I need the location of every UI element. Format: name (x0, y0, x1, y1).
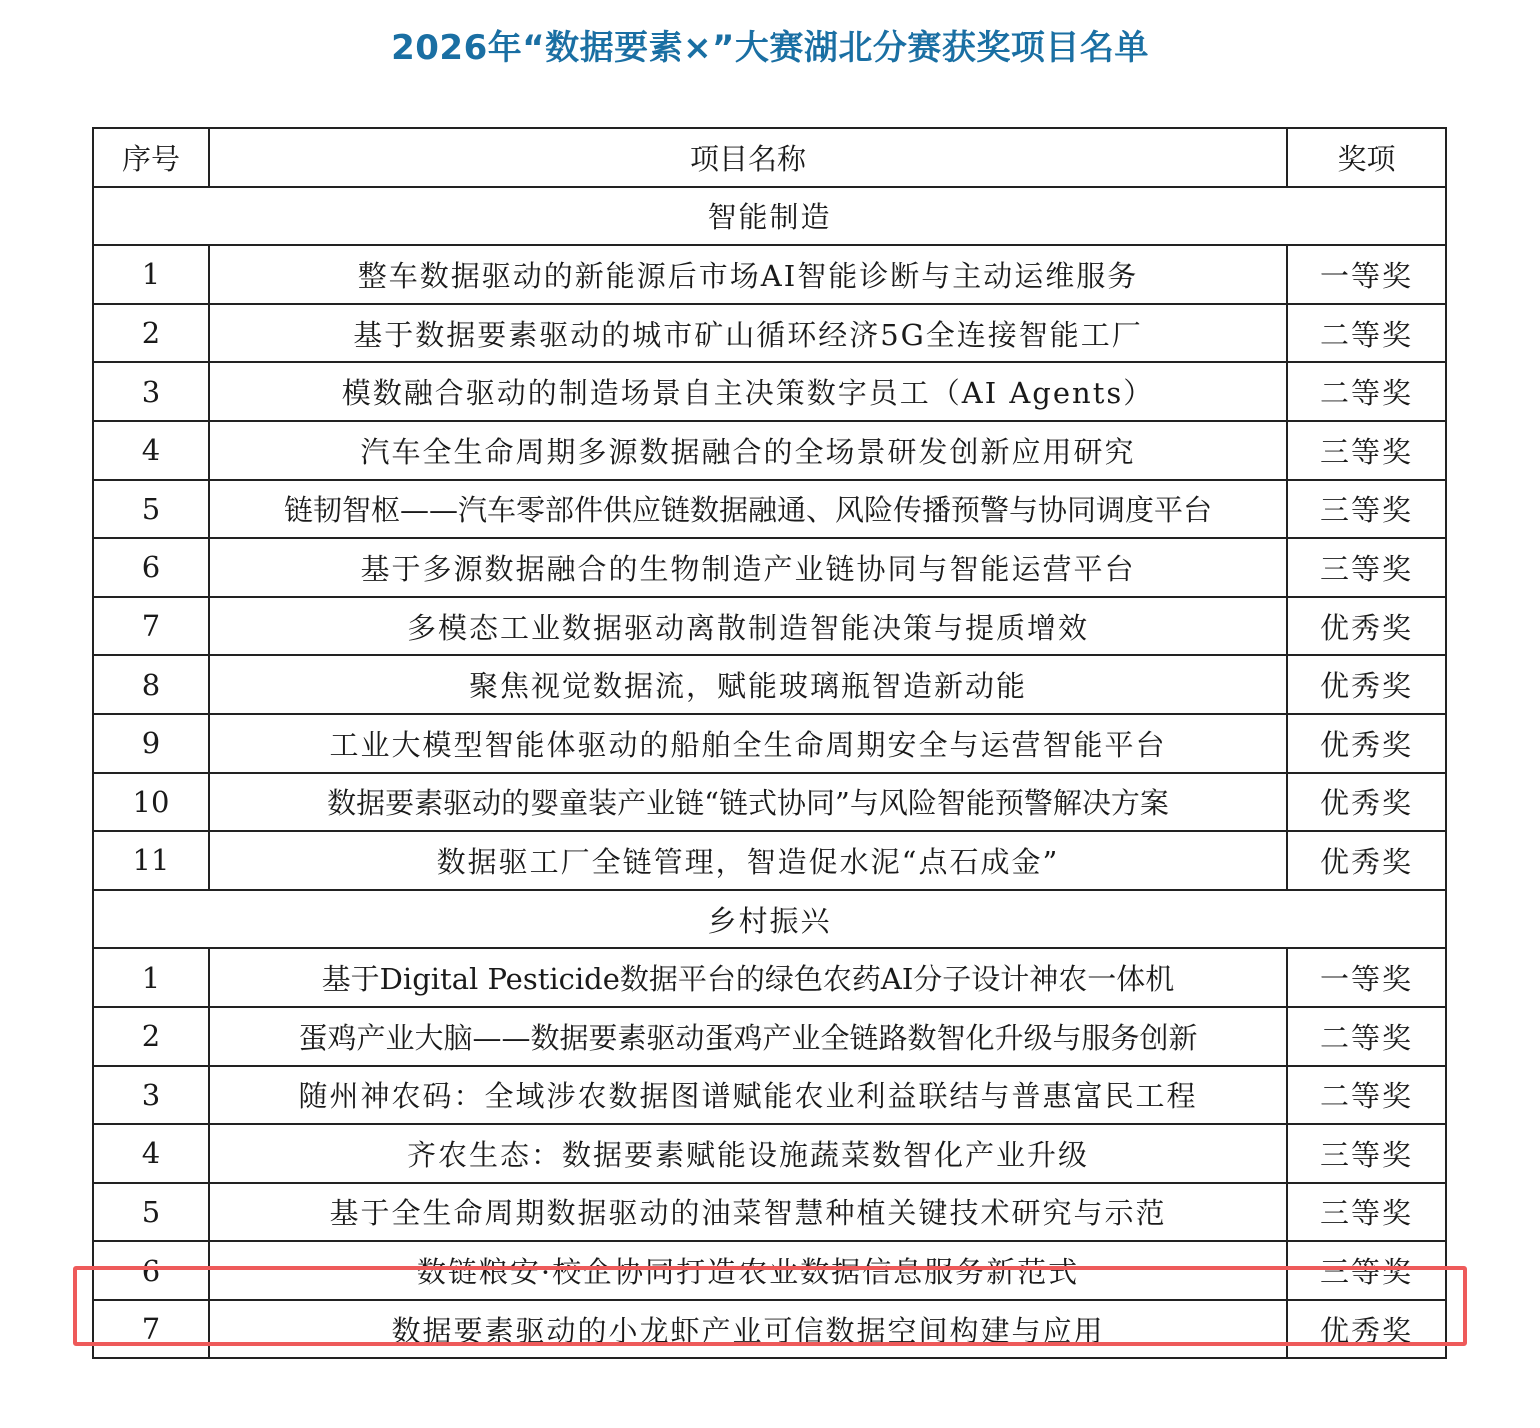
category-row (93, 890, 1446, 949)
row-name: 基于Digital Pesticide数据平台的绿色农药AI分子设计神农一体机 (209, 948, 1287, 1007)
row-no: 3 (93, 362, 209, 421)
row-name: 多模态工业数据驱动离散制造智能决策与提质增效 (209, 597, 1287, 656)
table-row (93, 245, 1446, 304)
table-row (93, 1183, 1446, 1242)
row-award: 优秀奖 (1287, 655, 1446, 714)
table-row (93, 1300, 1446, 1359)
row-name: 模数融合驱动的制造场景自主决策数字员工（AI Agents） (209, 362, 1287, 421)
row-no: 7 (93, 1300, 209, 1359)
table-row (93, 480, 1446, 539)
row-no: 9 (93, 714, 209, 773)
row-no: 3 (93, 1066, 209, 1125)
row-award: 二等奖 (1287, 1007, 1446, 1066)
row-no: 10 (93, 773, 209, 832)
row-name: 工业大模型智能体驱动的船舶全生命周期安全与运营智能平台 (209, 714, 1287, 773)
row-name: 基于数据要素驱动的城市矿山循环经济5G全连接智能工厂 (209, 304, 1287, 363)
table-header-row (93, 128, 1446, 187)
row-award: 三等奖 (1287, 421, 1446, 480)
category-row (93, 187, 1446, 246)
table-row (93, 1066, 1446, 1125)
row-name: 蛋鸡产业大脑——数据要素驱动蛋鸡产业全链路数智化升级与服务创新 (209, 1007, 1287, 1066)
row-name: 基于多源数据融合的生物制造产业链协同与智能运营平台 (209, 538, 1287, 597)
row-award: 三等奖 (1287, 1183, 1446, 1242)
row-award: 优秀奖 (1287, 714, 1446, 773)
page-title: 2026年“数据要素×”大赛湖北分赛获奖项目名单 (391, 28, 1149, 68)
header-award: 奖项 (1287, 128, 1446, 187)
table-row (93, 304, 1446, 363)
row-award: 三等奖 (1287, 1241, 1446, 1300)
row-name: 整车数据驱动的新能源后市场AI智能诊断与主动运维服务 (209, 245, 1287, 304)
row-award: 二等奖 (1287, 1066, 1446, 1125)
row-name: 齐农生态：数据要素赋能设施蔬菜数智化产业升级 (209, 1124, 1287, 1183)
table-row (93, 655, 1446, 714)
table-row (93, 421, 1446, 480)
row-name: 聚焦视觉数据流，赋能玻璃瓶智造新动能 (209, 655, 1287, 714)
row-no: 2 (93, 1007, 209, 1066)
category-label: 智能制造 (93, 187, 1446, 246)
table-row (93, 1007, 1446, 1066)
row-award: 三等奖 (1287, 538, 1446, 597)
row-award: 一等奖 (1287, 245, 1446, 304)
table-row (93, 597, 1446, 656)
row-no: 11 (93, 831, 209, 890)
row-no: 1 (93, 948, 209, 1007)
row-award: 优秀奖 (1287, 773, 1446, 832)
row-name: 链韧智枢——汽车零部件供应链数据融通、风险传播预警与协同调度平台 (209, 480, 1287, 539)
header-name: 项目名称 (209, 128, 1287, 187)
table-row (93, 714, 1446, 773)
table-row (93, 948, 1446, 1007)
category-label: 乡村振兴 (93, 890, 1446, 949)
row-no: 7 (93, 597, 209, 656)
table-row (93, 1124, 1446, 1183)
row-award: 三等奖 (1287, 1124, 1446, 1183)
row-award: 二等奖 (1287, 304, 1446, 363)
row-award: 优秀奖 (1287, 1300, 1446, 1359)
row-name: 数链粮安·校企协同打造农业数据信息服务新范式 (209, 1241, 1287, 1300)
row-no: 5 (93, 1183, 209, 1242)
row-no: 4 (93, 1124, 209, 1183)
table-row (93, 831, 1446, 890)
row-no: 1 (93, 245, 209, 304)
row-award: 优秀奖 (1287, 831, 1446, 890)
row-award: 三等奖 (1287, 480, 1446, 539)
row-no: 2 (93, 304, 209, 363)
table-row (93, 773, 1446, 832)
row-award: 优秀奖 (1287, 597, 1446, 656)
table-row (93, 362, 1446, 421)
row-name: 数据驱工厂全链管理，智造促水泥“点石成金” (209, 831, 1287, 890)
row-no: 6 (93, 538, 209, 597)
table-row (93, 538, 1446, 597)
row-name: 随州神农码：全域涉农数据图谱赋能农业利益联结与普惠富民工程 (209, 1066, 1287, 1125)
row-name: 基于全生命周期数据驱动的油菜智慧种植关键技术研究与示范 (209, 1183, 1287, 1242)
row-name: 数据要素驱动的婴童装产业链“链式协同”与风险智能预警解决方案 (209, 773, 1287, 832)
row-no: 5 (93, 480, 209, 539)
row-no: 4 (93, 421, 209, 480)
row-name: 汽车全生命周期多源数据融合的全场景研发创新应用研究 (209, 421, 1287, 480)
row-no: 8 (93, 655, 209, 714)
row-award: 一等奖 (1287, 948, 1446, 1007)
row-name: 数据要素驱动的小龙虾产业可信数据空间构建与应用 (209, 1300, 1287, 1359)
row-no: 6 (93, 1241, 209, 1300)
awards-table (92, 127, 1447, 1359)
row-award: 二等奖 (1287, 362, 1446, 421)
table-row-highlighted (93, 1241, 1446, 1300)
header-no: 序号 (93, 128, 209, 187)
